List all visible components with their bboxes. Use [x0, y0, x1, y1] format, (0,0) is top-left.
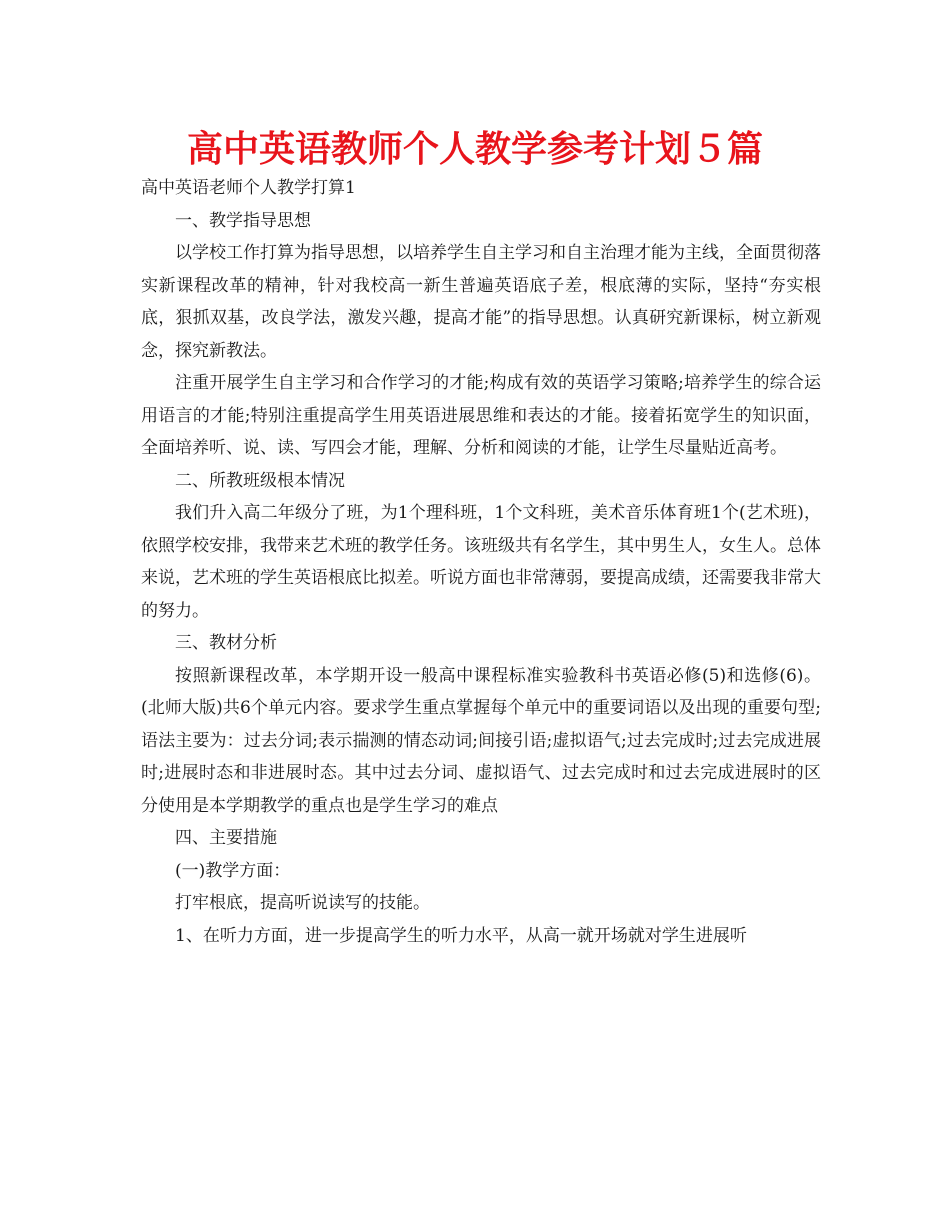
- document-body: [141, 172, 821, 952]
- section-heading: 四、主要措施: [175, 828, 277, 848]
- paragraph: 按照新课程改革，本学期开设一般高中课程标准实验教科书英语必修(5)和选修(6)。(北师大版)共6个单元内容。要求学生重点掌握每个单元中的重要词语以及出现的重要句型;语法主要为：过去分词;表示揣测的情态动词;间接引语;虚拟语气;过去完成时;过去完成进展时;进展时态和非进展时态。其中过去分词、虚拟语气、过去完成时和过去完成进展时的区分使用是本学期教学的重点也是学生学习的难点: [141, 665, 821, 816]
- paragraph: 我们升入高二年级分了班，为1个理科班，1个文科班，美术音乐体育班1个(艺术班)，依照学校安排，我带来艺术班的教学任务。该班级共有名学生，其中男生人，女生人。总体来说，艺术班的学生英语根底比拟差。听说方面也非常薄弱，要提高成绩，还需要我非常大的努力。: [141, 503, 821, 621]
- paragraph: 打牢根底，提高听说读写的技能。: [175, 893, 430, 913]
- section-heading: 二、所教班级根本情况: [175, 470, 345, 491]
- document-title: 高中英语教师个人教学参考计划５篇: [186, 129, 763, 170]
- paragraph: 以学校工作打算为指导思想，以培养学生自主学习和自主治理才能为主线，全面贯彻落实新课程改革的精神，针对我校高一新生普遍英语底子差，根底薄的实际，坚持“夯实根底，狠抓双基，改良学法，激发兴趣，提高才能”的指导思想。认真研究新课标，树立新观念，探究新教法。: [141, 243, 821, 361]
- paragraph: 注重开展学生自主学习和合作学习的才能;构成有效的英语学习策略;培养学生的综合运用语言的才能;特别注重提高学生用英语进展思维和表达的才能。接着拓宽学生的知识面，全面培养听、说、读、写四会才能，理解、分析和阅读的才能，让学生尽量贴近高考。: [141, 373, 821, 458]
- section-heading: 三、教材分析: [175, 633, 277, 653]
- section-heading: 一、教学指导思想: [175, 210, 311, 231]
- paragraph: 高中英语老师个人教学打算1: [141, 178, 356, 198]
- subsection-heading: (一)教学方面：: [175, 860, 291, 881]
- paragraph: 1、在听力方面，进一步提高学生的听力水平，从高一就开场就对学生进展听: [175, 925, 747, 946]
